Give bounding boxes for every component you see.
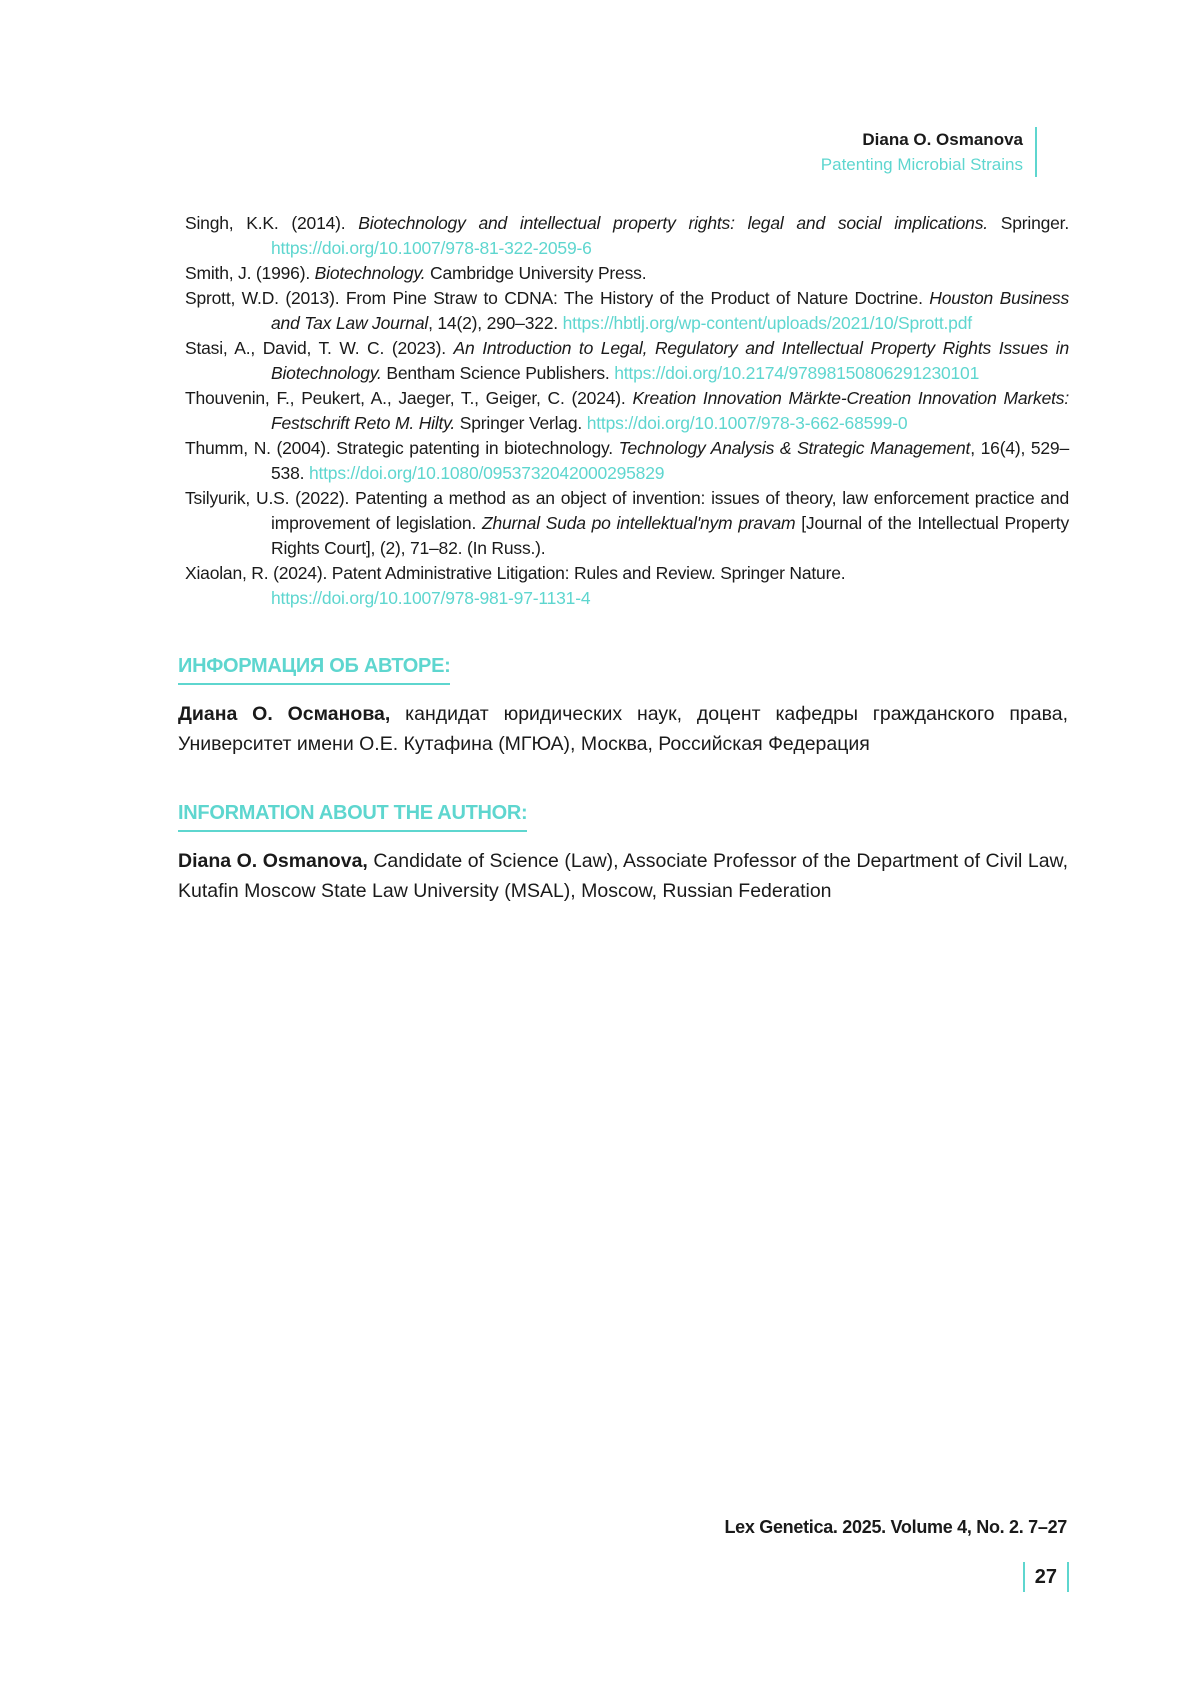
reference-link[interactable]: https://doi.org/10.1007/978-981-97-1131-4	[271, 588, 591, 608]
footer-citation: Lex Genetica. 2025. Volume 4, No. 2. 7–27	[724, 1517, 1067, 1537]
author-info-body-ru	[178, 699, 1068, 759]
author-details-en: Candidate of Science (Law), Associate Professor of the Department of Civil Law, Kutafin Moscow State Law University (MSAL), Moscow, Russian Federation	[178, 850, 1068, 902]
reference-italic: Biotechnology.	[314, 263, 426, 283]
reference-text: Springer Verlag.	[455, 413, 587, 433]
reference-item	[185, 436, 1069, 486]
author-name-ru: Диана О. Османова,	[178, 703, 391, 725]
author-name-en: Diana O. Osmanova,	[178, 850, 368, 872]
reference-italic: Biotechnology and intellectual property rights: legal and social implications.	[358, 213, 988, 233]
author-info-en	[178, 802, 1068, 906]
reference-item	[185, 336, 1069, 386]
reference-text: Thouvenin, F., Peukert, A., Jaeger, T., Geiger, C. (2024).	[185, 388, 633, 408]
header-author: Diana O. Osmanova	[862, 130, 1023, 149]
author-info-heading-en: INFORMATION ABOUT THE AUTHOR:	[178, 802, 527, 832]
reference-text: Cambridge University Press.	[425, 263, 647, 283]
reference-text: Xiaolan, R. (2024). Patent Administrative Litigation: Rules and Review. Springer Nature.	[185, 563, 846, 583]
reference-italic: Zhurnal Suda po intellektual'nym pravam	[481, 513, 796, 533]
reference-text: [Journal of the Intellectual Property Rights Court], (2), 71–82. (In Russ.).	[271, 513, 1069, 558]
reference-italic: An Introduction to Legal, Regulatory and Intellectual Property Rights Issues in Biotechnology.	[271, 338, 1069, 383]
reference-item	[185, 386, 1069, 436]
author-info-body-en	[178, 846, 1068, 906]
reference-text: Springer.	[987, 213, 1069, 233]
author-info-heading-ru: ИНФОРМАЦИЯ ОБ АВТОРЕ:	[178, 655, 450, 685]
reference-item	[185, 211, 1069, 261]
reference-italic: Technology Analysis & Strategic Management	[618, 438, 971, 458]
reference-link[interactable]: https://doi.org/10.2174/97898150806291230101	[614, 363, 980, 383]
reference-text: Stasi, A., David, T. W. C. (2023).	[185, 338, 454, 358]
reference-text: Bentham Science Publishers.	[381, 363, 615, 383]
reference-link[interactable]: https://hbtlj.org/wp-content/uploads/2021/10/Sprott.pdf	[562, 313, 972, 333]
reference-item	[185, 261, 1069, 286]
reference-italic: Kreation Innovation Märkte-Creation Innovation Markets: Festschrift Reto M. Hilty.	[271, 388, 1069, 433]
reference-link[interactable]: https://doi.org/10.1080/0953732042000295829	[308, 463, 665, 483]
page-number: 27	[1023, 1562, 1069, 1592]
reference-text: Tsilyurik, U.S. (2022). Patenting a method as an object of invention: issues of theory, law enforcement practice and improvement of legislation.	[185, 488, 1069, 533]
author-details-ru: кандидат юридических наук, доцент кафедры гражданского права, Университет имени О.Е. Кутафина (МГЮА), Москва, Российская Федерация	[178, 703, 1068, 755]
reference-text: , 16(4), 529–538.	[271, 438, 1069, 483]
reference-text: , 14(2), 290–322.	[428, 313, 563, 333]
reference-italic: Houston Business and Tax Law Journal	[271, 288, 1069, 333]
reference-list	[185, 211, 1069, 611]
reference-link[interactable]: https://doi.org/10.1007/978-3-662-68599-0	[586, 413, 908, 433]
reference-text: Sprott, W.D. (2013). From Pine Straw to CDNA: The History of the Product of Nature Doctrine.	[185, 288, 930, 308]
reference-text: Smith, J. (1996).	[185, 263, 315, 283]
reference-item	[185, 561, 1069, 611]
running-header	[821, 127, 1037, 177]
author-info-ru	[178, 655, 1068, 759]
reference-item	[185, 286, 1069, 336]
reference-item	[185, 486, 1069, 561]
reference-text: Singh, K.K. (2014).	[185, 213, 359, 233]
header-article-title: Patenting Microbial Strains	[820, 155, 1023, 174]
reference-text: Thumm, N. (2004). Strategic patenting in biotechnology.	[185, 438, 619, 458]
reference-link[interactable]: https://doi.org/10.1007/978-81-322-2059-6	[271, 238, 592, 258]
